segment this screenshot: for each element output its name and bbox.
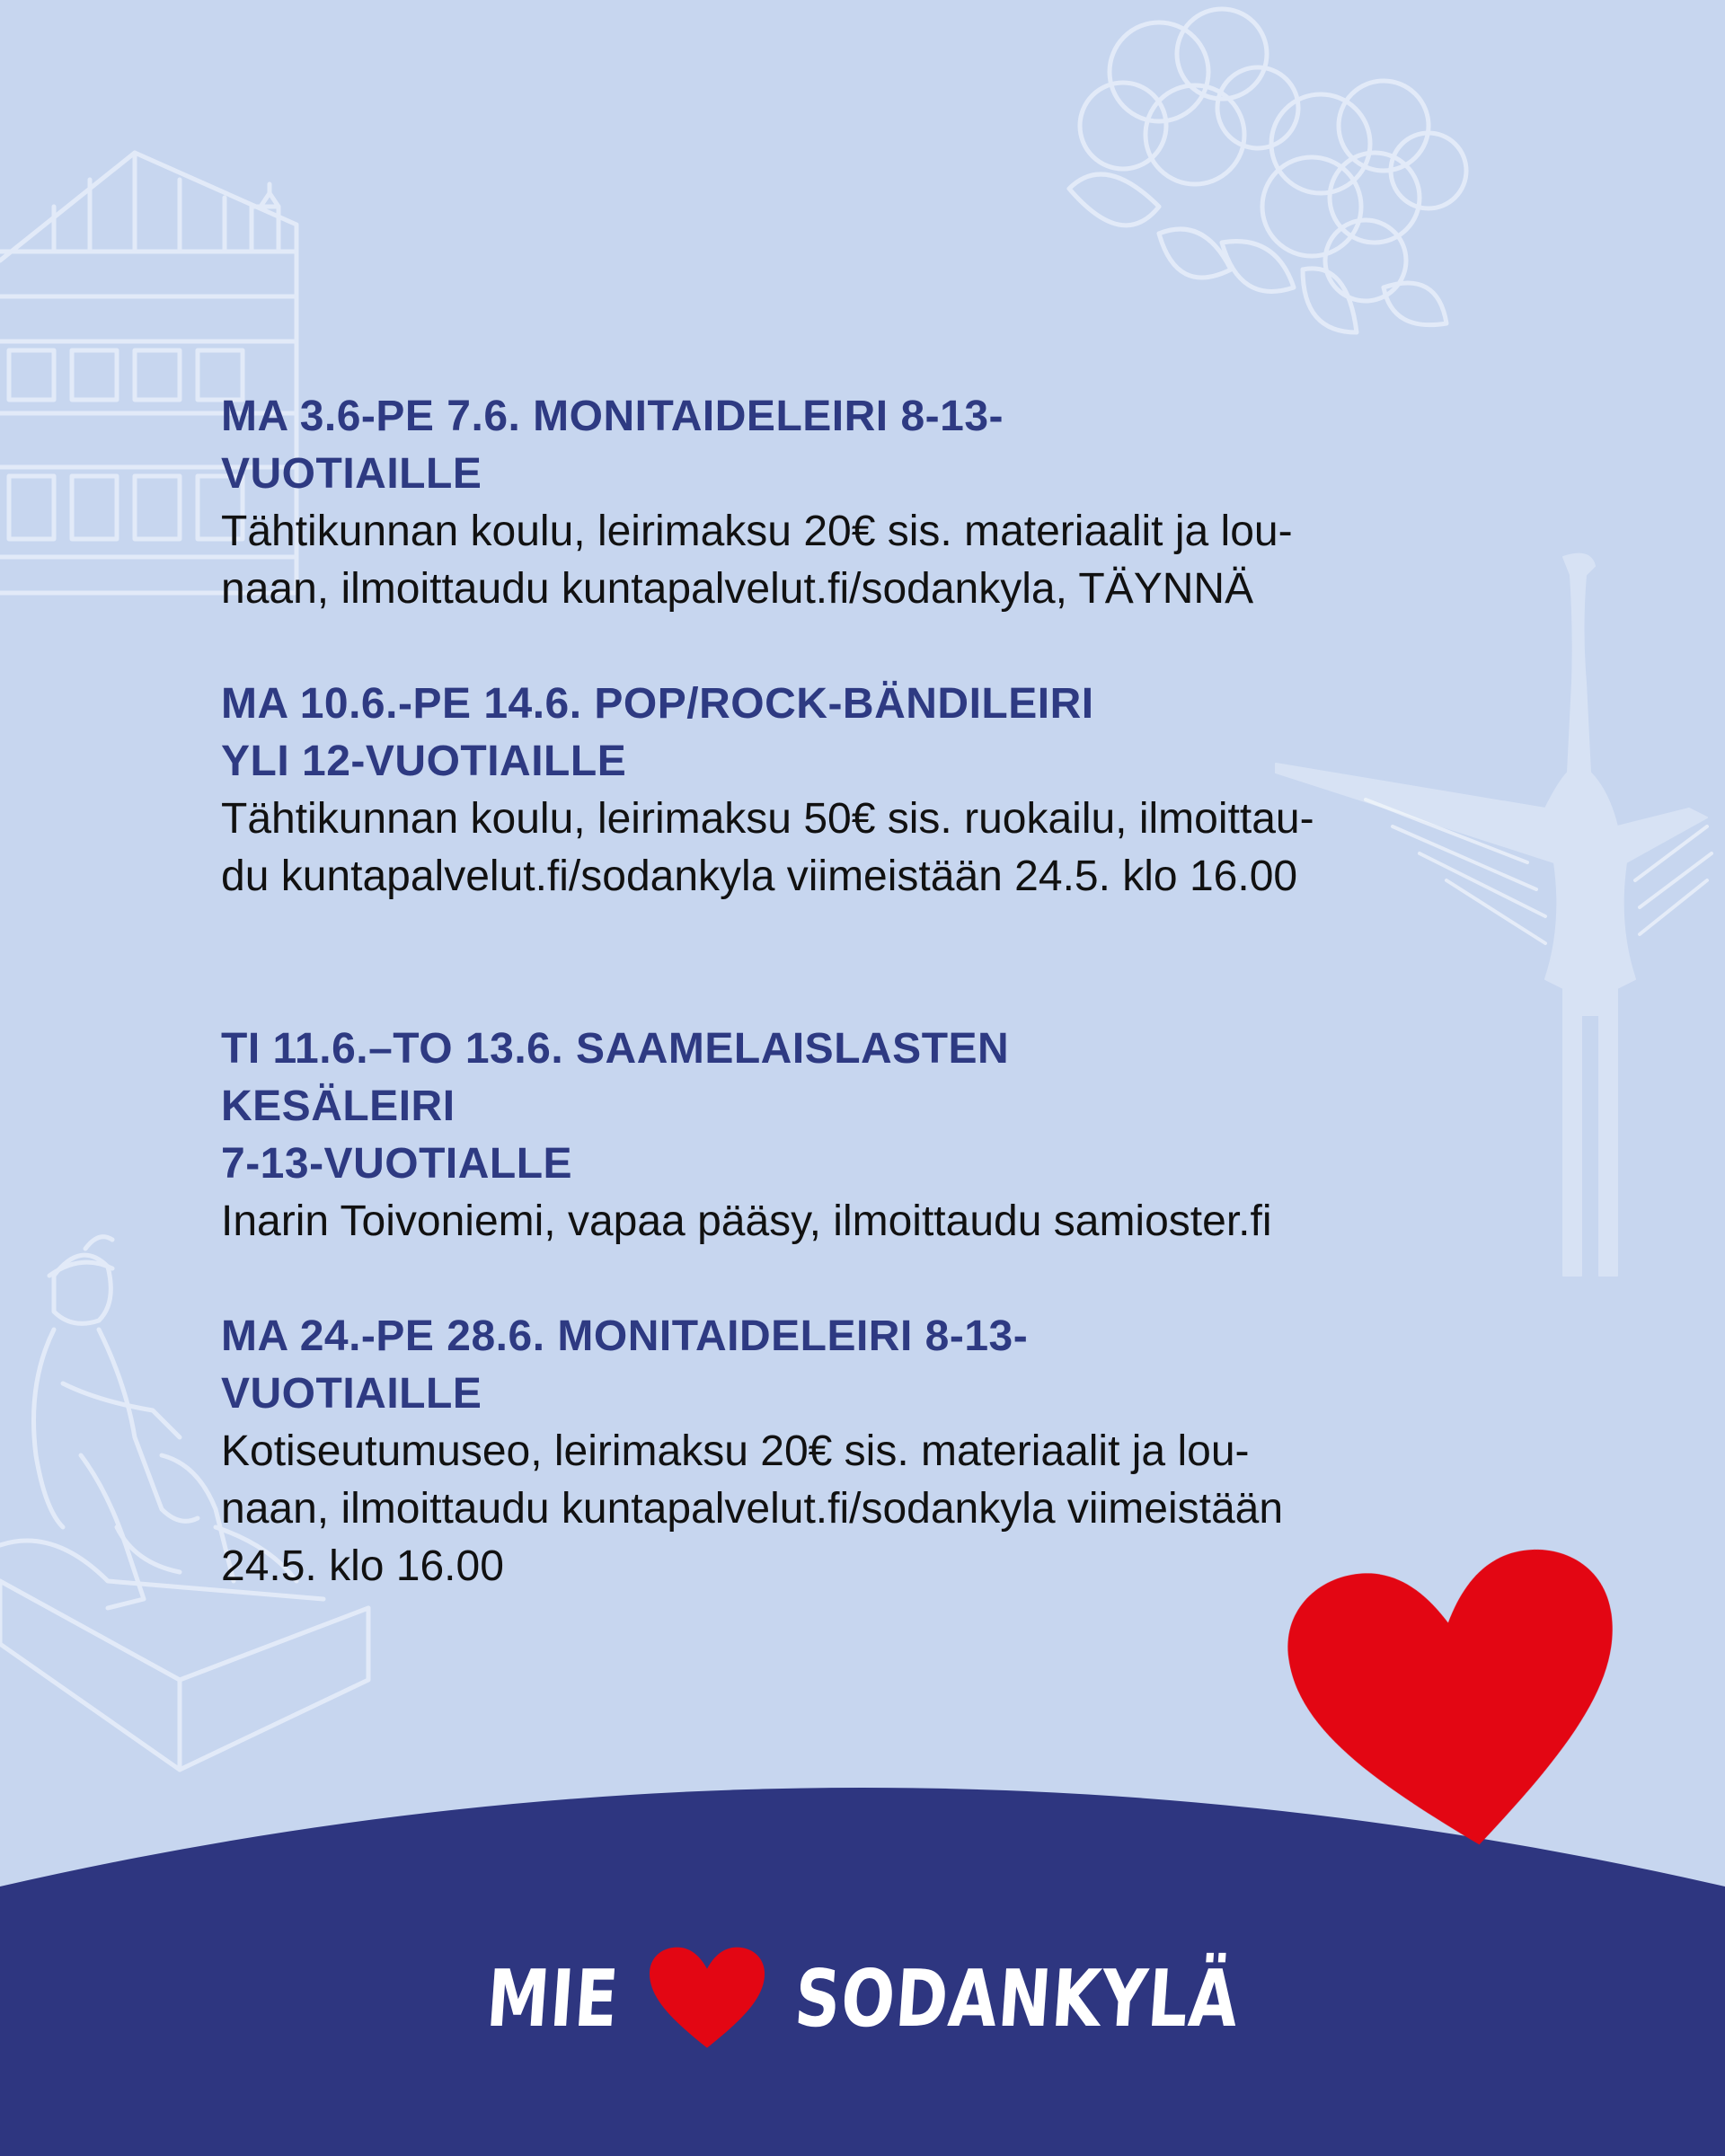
event-description-line: Inarin Toivoniemi, vapaa pääsy, ilmoittaudu samioster.fi [221, 1197, 1272, 1245]
event-title [221, 1021, 1245, 1193]
event-description-line: naan, ilmoittaudu kuntapalvelut.fi/sodankyla, TÄYNNÄ [221, 565, 1254, 613]
heart-icon [1265, 1532, 1655, 1883]
event-description-line: Tähtikunnan koulu, leirimaksu 50€ sis. ruokailu, ilmoittau- [221, 795, 1314, 843]
event-title-line: TI 11.6.–TO 13.6. SAAMELAISLASTEN KESÄLEIRI [221, 1025, 1010, 1130]
event-item [221, 1021, 1271, 1250]
event-description [221, 791, 1314, 906]
event-title-line: 7-13-VUOTIALLE [221, 1140, 573, 1188]
event-title-line: YLI 12-VUOTIAILLE [221, 738, 627, 785]
event-item [221, 1308, 1283, 1595]
event-description-line: Tähtikunnan koulu, leirimaksu 20€ sis. materiaalit ja lou- [221, 508, 1293, 555]
event-item [221, 676, 1314, 906]
slogan-logo [0, 1940, 1725, 2057]
event-description-line: du kuntapalvelut.fi/sodankyla viimeistään 24.5. klo 16.00 [221, 853, 1298, 900]
event-item [221, 388, 1293, 618]
event-description [221, 503, 1293, 618]
event-description-line: Kotiseutumuseo, leirimaksu 20€ sis. materiaalit ja lou- [221, 1427, 1250, 1475]
cloudberry-illustration [1069, 9, 1466, 332]
event-description-line: naan, ilmoittaudu kuntapalvelut.fi/sodankyla viimeistään [221, 1485, 1284, 1533]
event-title-line: MA 10.6.-PE 14.6. POP/ROCK-BÄNDILEIRI [221, 680, 1094, 728]
slogan-right-word: SODANKYLÄ [791, 1952, 1242, 2046]
event-title [221, 676, 1245, 791]
event-title: MA 3.6-PE 7.6. MONITAIDELEIRI 8-13-VUOTIAILLE [221, 393, 1004, 498]
crane-illustration [1276, 554, 1707, 1276]
heart-icon [644, 1945, 770, 2053]
slogan-left-word: MIE [483, 1952, 623, 2046]
event-description [221, 1423, 1283, 1595]
event-description [221, 1193, 1271, 1250]
event-title: MA 24.-PE 28.6. MONITAIDELEIRI 8-13-VUOTIAILLE [221, 1312, 1029, 1418]
event-description-line: 24.5. klo 16.00 [221, 1542, 504, 1590]
